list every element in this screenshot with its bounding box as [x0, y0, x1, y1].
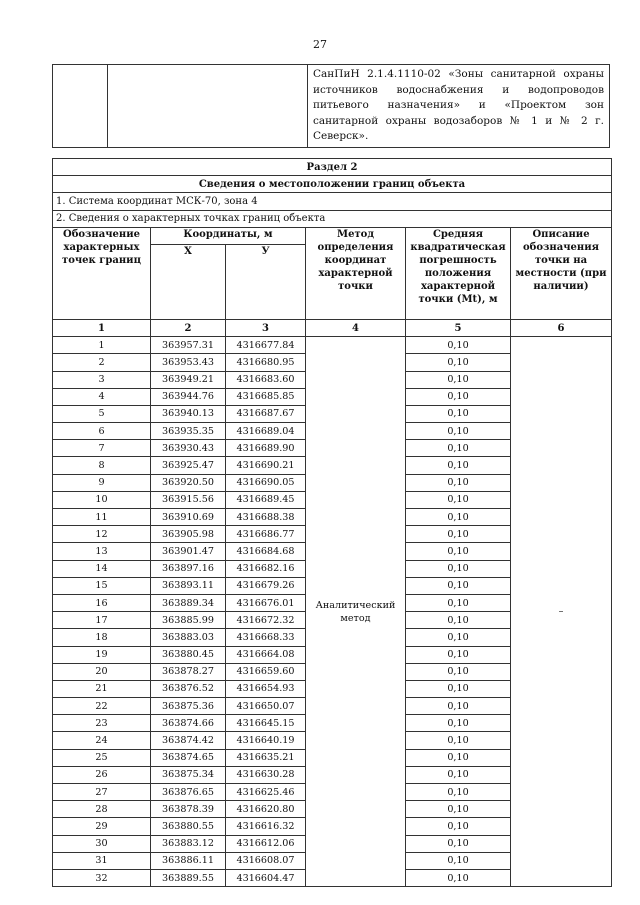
point-number: 31: [53, 852, 151, 869]
coordinate-y: 4316683.60: [226, 371, 306, 388]
accuracy-value: 0,10: [406, 405, 511, 422]
coordinate-x: 363953.43: [151, 354, 226, 371]
point-number: 3: [53, 371, 151, 388]
method-cell: Аналитический метод: [306, 337, 406, 887]
boundary-points-table: [52, 158, 612, 887]
coordinate-y: 4316612.06: [226, 835, 306, 852]
coordinate-x: 363874.65: [151, 749, 226, 766]
accuracy-value: 0,10: [406, 474, 511, 491]
point-number: 13: [53, 543, 151, 560]
accuracy-value: 0,10: [406, 594, 511, 611]
point-number: 19: [53, 646, 151, 663]
coordinate-y: 4316620.80: [226, 801, 306, 818]
coordinate-y: 4316680.95: [226, 354, 306, 371]
accuracy-value: 0,10: [406, 818, 511, 835]
accuracy-value: 0,10: [406, 543, 511, 560]
accuracy-value: 0,10: [406, 646, 511, 663]
coordinate-x: 363875.34: [151, 766, 226, 783]
header-accuracy: Средняя квадратическая погрешность положения характерной точки (Mt), м: [406, 227, 511, 319]
coordinate-y: 4316604.47: [226, 869, 306, 886]
section-title: Раздел 2: [53, 159, 612, 176]
point-number: 28: [53, 801, 151, 818]
point-number: 16: [53, 594, 151, 611]
accuracy-value: 0,10: [406, 766, 511, 783]
table-row: [53, 337, 612, 354]
header-y: У: [226, 244, 306, 319]
coordinate-x: 363886.11: [151, 852, 226, 869]
coordinate-x: 363883.12: [151, 835, 226, 852]
coordinate-x: 363915.56: [151, 491, 226, 508]
coordinate-y: 4316689.45: [226, 491, 306, 508]
accuracy-value: 0,10: [406, 869, 511, 886]
column-number: 1: [53, 319, 151, 336]
accuracy-value: 0,10: [406, 440, 511, 457]
coordinate-x: 363920.50: [151, 474, 226, 491]
coordinate-x: 363878.27: [151, 663, 226, 680]
accuracy-value: 0,10: [406, 612, 511, 629]
coordinate-x: 363897.16: [151, 560, 226, 577]
empty-cell: [108, 65, 308, 148]
empty-cell: [53, 65, 108, 148]
coordinate-y: 4316625.46: [226, 784, 306, 801]
column-number: 4: [306, 319, 406, 336]
point-number: 15: [53, 577, 151, 594]
coordinate-x: 363957.31: [151, 337, 226, 354]
header-coordinates: Координаты, м: [151, 227, 306, 244]
coordinate-y: 4316677.84: [226, 337, 306, 354]
coordinate-x: 363905.98: [151, 526, 226, 543]
coordinate-x: 363925.47: [151, 457, 226, 474]
previous-table-continuation: [52, 64, 610, 148]
accuracy-value: 0,10: [406, 354, 511, 371]
point-number: 23: [53, 715, 151, 732]
accuracy-value: 0,10: [406, 698, 511, 715]
coordinate-y: 4316630.28: [226, 766, 306, 783]
point-number: 5: [53, 405, 151, 422]
coordinate-y: 4316682.16: [226, 560, 306, 577]
coordinate-y: 4316616.32: [226, 818, 306, 835]
point-number: 27: [53, 784, 151, 801]
coordinate-x: 363944.76: [151, 388, 226, 405]
coordinate-y: 4316690.05: [226, 474, 306, 491]
column-number: 6: [511, 319, 612, 336]
header-point-designation: Обозначение характерных точек границ: [53, 227, 151, 319]
regulation-text: СанПиН 2.1.4.1110-02 «Зоны санитарной охраны источников водоснабжения и водопроводов питьевого назначения» и «Проектом зон санитарной охраны водозаборов № 1 и № 2 г. Северск».: [308, 65, 610, 148]
column-number: 5: [406, 319, 511, 336]
description-cell: –: [511, 337, 612, 887]
accuracy-value: 0,10: [406, 337, 511, 354]
point-number: 24: [53, 732, 151, 749]
point-number: 21: [53, 680, 151, 697]
point-number: 9: [53, 474, 151, 491]
accuracy-value: 0,10: [406, 629, 511, 646]
accuracy-value: 0,10: [406, 457, 511, 474]
coordinate-y: 4316608.07: [226, 852, 306, 869]
accuracy-value: 0,10: [406, 423, 511, 440]
accuracy-value: 0,10: [406, 852, 511, 869]
coordinate-y: 4316689.90: [226, 440, 306, 457]
coordinate-y: 4316659.60: [226, 663, 306, 680]
coordinate-x: 363935.35: [151, 423, 226, 440]
coordinate-y: 4316679.26: [226, 577, 306, 594]
coordinate-y: 4316687.67: [226, 405, 306, 422]
accuracy-value: 0,10: [406, 371, 511, 388]
coordinate-y: 4316664.08: [226, 646, 306, 663]
accuracy-value: 0,10: [406, 732, 511, 749]
coordinate-x: 363910.69: [151, 509, 226, 526]
coordinate-x: 363874.42: [151, 732, 226, 749]
accuracy-value: 0,10: [406, 663, 511, 680]
header-description: Описание обозначения точки на местности (при наличии): [511, 227, 612, 319]
page-number: 27: [313, 38, 327, 51]
coordinate-y: 4316689.04: [226, 423, 306, 440]
point-number: 4: [53, 388, 151, 405]
point-number: 20: [53, 663, 151, 680]
coordinate-y: 4316686.77: [226, 526, 306, 543]
point-number: 29: [53, 818, 151, 835]
coordinate-y: 4316685.85: [226, 388, 306, 405]
accuracy-value: 0,10: [406, 509, 511, 526]
coordinate-x: 363876.65: [151, 784, 226, 801]
coordinate-x: 363889.55: [151, 869, 226, 886]
coordinate-system-line: 1. Система координат МСК-70, зона 4: [53, 193, 612, 210]
section-subtitle: Сведения о местоположении границ объекта: [53, 176, 612, 193]
accuracy-value: 0,10: [406, 715, 511, 732]
coordinate-x: 363949.21: [151, 371, 226, 388]
accuracy-value: 0,10: [406, 526, 511, 543]
point-number: 17: [53, 612, 151, 629]
coordinate-x: 363893.11: [151, 577, 226, 594]
accuracy-value: 0,10: [406, 388, 511, 405]
accuracy-value: 0,10: [406, 680, 511, 697]
points-info-line: 2. Сведения о характерных точках границ объекта: [53, 210, 612, 227]
point-number: 8: [53, 457, 151, 474]
header-x: Х: [151, 244, 226, 319]
coordinate-x: 363876.52: [151, 680, 226, 697]
point-number: 1: [53, 337, 151, 354]
point-number: 14: [53, 560, 151, 577]
point-number: 18: [53, 629, 151, 646]
coordinate-x: 363875.36: [151, 698, 226, 715]
coordinate-y: 4316645.15: [226, 715, 306, 732]
accuracy-value: 0,10: [406, 560, 511, 577]
coordinate-y: 4316676.01: [226, 594, 306, 611]
coordinate-x: 363885.99: [151, 612, 226, 629]
coordinate-y: 4316654.93: [226, 680, 306, 697]
coordinate-y: 4316684.68: [226, 543, 306, 560]
accuracy-value: 0,10: [406, 784, 511, 801]
point-number: 32: [53, 869, 151, 886]
point-number: 7: [53, 440, 151, 457]
coordinate-x: 363880.45: [151, 646, 226, 663]
coordinate-x: 363883.03: [151, 629, 226, 646]
point-number: 22: [53, 698, 151, 715]
coordinate-x: 363901.47: [151, 543, 226, 560]
accuracy-value: 0,10: [406, 491, 511, 508]
point-number: 12: [53, 526, 151, 543]
coordinate-x: 363930.43: [151, 440, 226, 457]
coordinate-y: 4316635.21: [226, 749, 306, 766]
column-number: 3: [226, 319, 306, 336]
coordinate-y: 4316688.38: [226, 509, 306, 526]
coordinate-x: 363940.13: [151, 405, 226, 422]
point-number: 26: [53, 766, 151, 783]
coordinate-y: 4316650.07: [226, 698, 306, 715]
accuracy-value: 0,10: [406, 749, 511, 766]
coordinate-x: 363878.39: [151, 801, 226, 818]
coordinate-x: 363889.34: [151, 594, 226, 611]
point-number: 6: [53, 423, 151, 440]
point-number: 2: [53, 354, 151, 371]
accuracy-value: 0,10: [406, 801, 511, 818]
point-number: 11: [53, 509, 151, 526]
column-number: 2: [151, 319, 226, 336]
coordinate-y: 4316640.19: [226, 732, 306, 749]
coordinate-x: 363880.55: [151, 818, 226, 835]
header-method: Метод определения координат характерной точки: [306, 227, 406, 319]
point-number: 30: [53, 835, 151, 852]
point-number: 25: [53, 749, 151, 766]
coordinate-y: 4316690.21: [226, 457, 306, 474]
coordinate-y: 4316668.33: [226, 629, 306, 646]
accuracy-value: 0,10: [406, 835, 511, 852]
point-number: 10: [53, 491, 151, 508]
accuracy-value: 0,10: [406, 577, 511, 594]
coordinate-x: 363874.66: [151, 715, 226, 732]
coordinate-y: 4316672.32: [226, 612, 306, 629]
